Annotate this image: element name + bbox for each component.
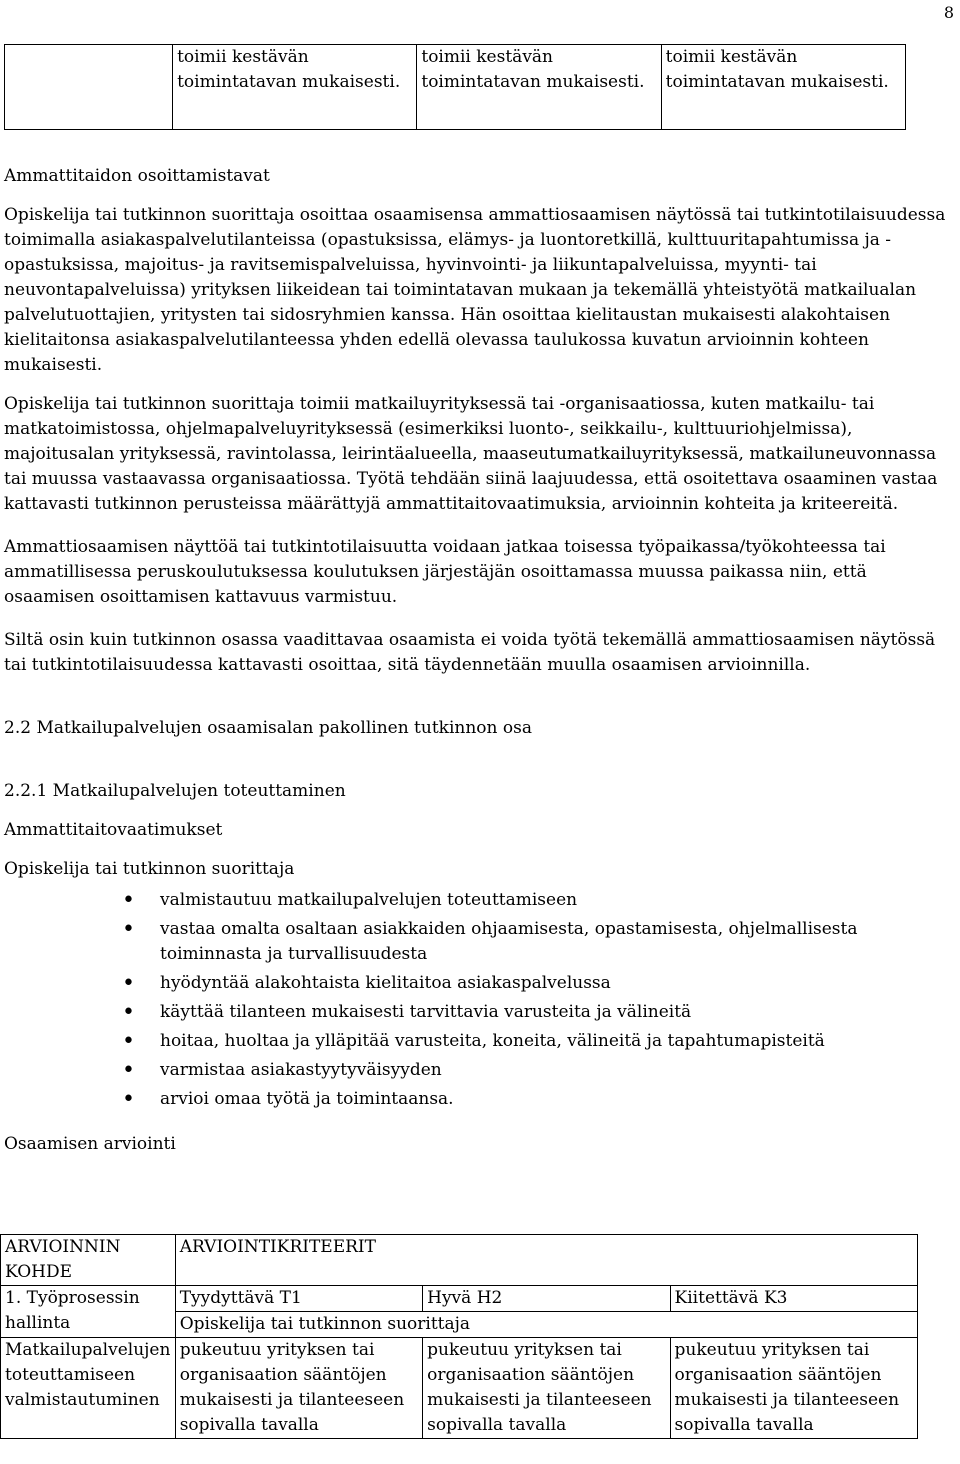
table-cell: toimii kestävän toimintatavan mukaisesti. <box>661 45 905 130</box>
list-item: • hoitaa, huoltaa ja ylläpitää varusteita, koneita, välineitä ja tapahtumapisteitä <box>4 1029 956 1054</box>
table-cell: Tyydyttävä T1 <box>175 1286 422 1312</box>
table-row <box>1 1286 918 1312</box>
table-row <box>1 1235 918 1286</box>
section-heading: 2.2 Matkailupalvelujen osaamisalan pakollinen tutkinnon osa <box>4 718 532 738</box>
paragraph: Siltä osin kuin tutkinnon osassa vaadittavaa osaamista ei voida työtä tekemällä ammattiosaamisen näytössä tai tutkintotilaisuudessa kattavasti osoittaa, sitä täydennetään muulla osaamisen arvioinnilla. <box>4 630 936 675</box>
page-number: 8 <box>943 3 954 22</box>
list-item: • varmistaa asiakastyytyväisyyden <box>4 1058 956 1083</box>
paragraph: Ammattiosaamisen näyttöä tai tutkintotilaisuutta voidaan jatkaa toisessa työpaikassa/työkohteessa tai ammatillisessa peruskoulutuksessa koulutuksen järjestäjän osoittamassa muussa paikassa niin, että osaamisen osoittamisen kattavuus varmistuu. <box>4 537 886 607</box>
requirements-list <box>4 888 956 1112</box>
table-row <box>1 1338 918 1439</box>
table-header-cell: ARVIOINNIN KOHDE <box>1 1235 176 1286</box>
table-cell: Hyvä H2 <box>423 1286 670 1312</box>
assessment-table <box>0 1234 918 1439</box>
paragraph: Opiskelija tai tutkinnon suorittaja osoittaa osaamisensa ammattiosaamisen näytössä tai tutkintotilaisuudessa toimimalla asiakaspalvelutilanteissa (opastuksissa, elämys- ja luontoretkillä, kulttuuritapahtumissa ja -opastuksissa, majoitus- ja ravitsemispalveluissa, hyvinvointi- ja liikuntapalveluissa, myynti- tai neuvontapalveluissa) yrityksen liikeidean tai toimintatavan mukaan ja tekemällä yhteistyötä matkailualan palvelutuottajien, yritysten tai sidosryhmien kanssa. Hän osoittaa kielitaustan mukaisesti alakohtaisen kielitaitonsa asiakaspalvelutilanteessa yhden edellä olevassa taulukossa kuvatun arvioinnin kohteen mukaisesti. <box>4 205 946 375</box>
table-row <box>5 45 906 130</box>
table-cell: toimii kestävän toimintatavan mukaisesti. <box>417 45 661 130</box>
table-cell: Matkailupalvelujen toteuttamiseen valmistautuminen <box>1 1338 176 1439</box>
table-header-cell: ARVIOINTIKRITEERIT <box>175 1235 917 1286</box>
table-cell: pukeutuu yrityksen tai organisaation sääntöjen mukaisesti ja tilanteeseen sopivalla tavalla <box>175 1338 422 1439</box>
subsection-heading: 2.2.1 Matkailupalvelujen toteuttaminen <box>4 781 346 801</box>
section-heading: Ammattitaidon osoittamistavat <box>4 166 270 186</box>
top-criteria-table <box>4 44 906 130</box>
table-cell: Opiskelija tai tutkinnon suorittaja <box>175 1312 917 1338</box>
list-item: • käyttää tilanteen mukaisesti tarvittavia varusteita ja välineitä <box>4 1000 956 1025</box>
document-body <box>4 164 956 1157</box>
list-item: • valmistautuu matkailupalvelujen toteuttamiseen <box>4 888 956 913</box>
table-cell: Kiitettävä K3 <box>670 1286 917 1312</box>
paragraph: Opiskelija tai tutkinnon suorittaja toimii matkailuyrityksessä tai -organisaatiossa, kuten matkailu- tai matkatoimistossa, ohjelmapalveluyrityksessä (esimerkiksi luonto-, seikkailu-, kulttuuriohjelmissa), majoitusalan yrityksessä, ravintolassa, leirintäalueella, maaseutumatkailuyrityksessä, matkailuneuvonnassa tai muussa vastaavassa organisaatiossa. Työtä tehdään siinä laajuudessa, että osoitettava osaaminen vastaa kattavasti tutkinnon perusteissa määrättyjä ammattitaitovaatimuksia, arvioinnin kohteita ja kriteereitä. <box>4 394 938 514</box>
table-cell: toimii kestävän toimintatavan mukaisesti. <box>173 45 417 130</box>
list-item: • arvioi omaa työtä ja toimintaansa. <box>4 1087 956 1112</box>
requirements-intro: Opiskelija tai tutkinnon suorittaja <box>4 859 295 879</box>
requirements-heading: Ammattitaitovaatimukset <box>4 820 223 840</box>
assessment-heading: Osaamisen arviointi <box>4 1134 176 1154</box>
table-cell: 1. Työprosessin hallinta <box>1 1286 176 1338</box>
table-cell: pukeutuu yrityksen tai organisaation sääntöjen mukaisesti ja tilanteeseen sopivalla tavalla <box>423 1338 670 1439</box>
list-item: • vastaa omalta osaltaan asiakkaiden ohjaamisesta, opastamisesta, ohjelmallisesta toiminnasta ja turvallisuudesta <box>4 917 956 967</box>
table-cell <box>5 45 173 130</box>
list-item: • hyödyntää alakohtaista kielitaitoa asiakaspalvelussa <box>4 971 956 996</box>
table-cell: pukeutuu yrityksen tai organisaation sääntöjen mukaisesti ja tilanteeseen sopivalla tavalla <box>670 1338 917 1439</box>
